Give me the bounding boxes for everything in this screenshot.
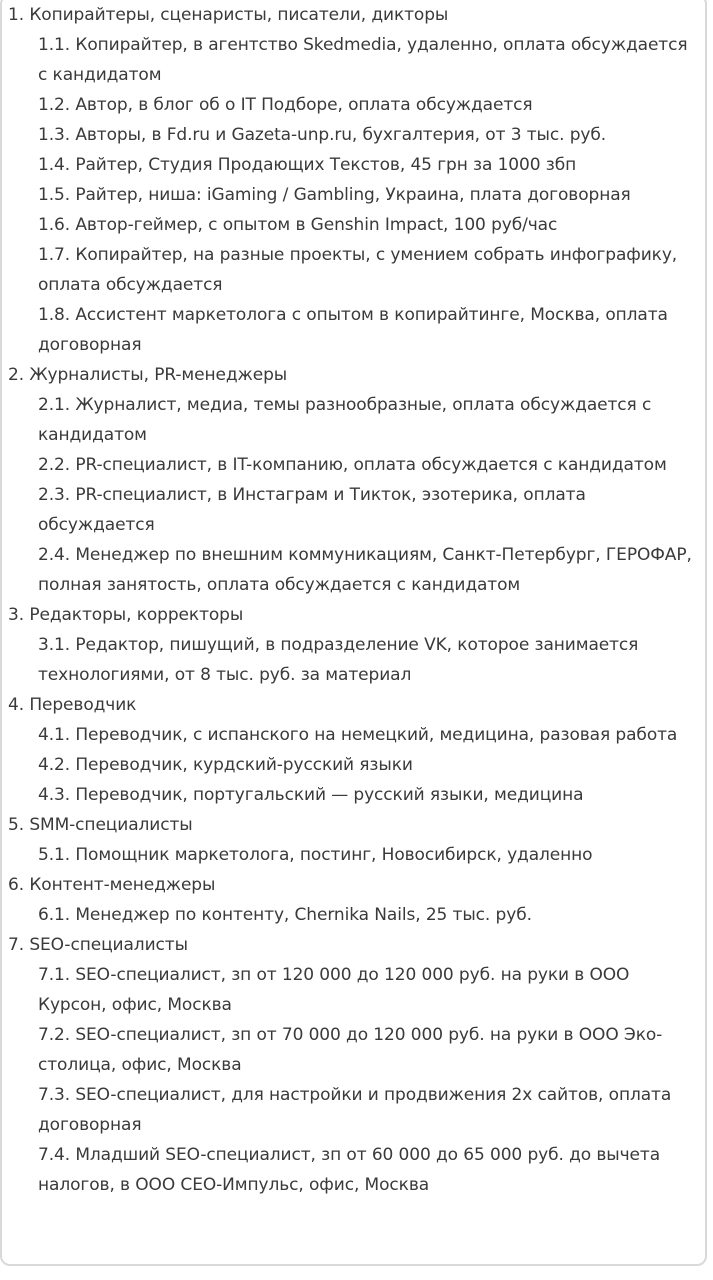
list-item[interactable]: 6.1. Менеджер по контенту, Chernika Nails, 25 тыс. руб. — [38, 905, 532, 925]
section-seo — [8, 930, 698, 1200]
list-item[interactable]: 1.8. Ассистент маркетолога с опытом в копирайтинге, Москва, оплата договорная — [38, 305, 668, 355]
section-title[interactable]: 3. Редакторы, корректоры — [8, 605, 244, 625]
section-translators — [8, 690, 698, 810]
section-title[interactable]: 7. SEO-специалисты — [8, 935, 188, 955]
section-journalists — [8, 360, 698, 600]
section-title[interactable]: 6. Контент-менеджеры — [8, 875, 216, 895]
list-item[interactable]: 4.1. Переводчик, с испанского на немецкий, медицина, разовая работа — [38, 725, 678, 745]
list-item[interactable]: 1.3. Авторы, в Fd.ru и Gazeta-unp.ru, бухгалтерия, от 3 тыс. руб. — [38, 125, 607, 145]
section-title[interactable]: 1. Копирайтеры, сценаристы, писатели, дикторы — [8, 5, 449, 25]
list-item[interactable]: 2.1. Журналист, медиа, темы разнообразные, оплата обсуждается с кандидатом — [38, 395, 652, 445]
list-item[interactable]: 4.3. Переводчик, португальский — русский языки, медицина — [38, 785, 584, 805]
list-item[interactable]: 1.2. Автор, в блог об о IT Подборе, оплата обсуждается — [38, 95, 533, 115]
section-title[interactable]: 4. Переводчик — [8, 695, 137, 715]
list-item[interactable]: 1.6. Автор-геймер, с опытом в Genshin Impact, 100 руб/час — [38, 215, 558, 235]
list-item[interactable]: 7.2. SEO-специалист, зп от 70 000 до 120 000 руб. на руки в ООО Эко-столица, офис, Москва — [38, 1025, 663, 1075]
list-item[interactable]: 1.7. Копирайтер, на разные проекты, с умением собрать инфографику, оплата обсуждается — [38, 245, 678, 295]
list-item[interactable]: 7.3. SEO-специалист, для настройки и продвижения 2х сайтов, оплата договорная — [38, 1085, 672, 1135]
list-item[interactable]: 5.1. Помощник маркетолога, постинг, Новосибирск, удаленно — [38, 845, 593, 865]
list-item[interactable]: 1.1. Копирайтер, в агентство Skedmedia, удаленно, оплата обсуждается с кандидатом — [38, 35, 688, 85]
list-item[interactable]: 4.2. Переводчик, курдский-русский языки — [38, 755, 413, 775]
list-item[interactable]: 7.4. Младший SEO-специалист, зп от 60 000 до 65 000 руб. до вычета налогов, в ООО СЕО-Импульс, офис, Москва — [38, 1145, 661, 1195]
list-item[interactable]: 7.1. SEO-специалист, зп от 120 000 до 120 000 руб. на руки в ООО Курсон, офис, Москва — [38, 965, 630, 1015]
list-item[interactable]: 1.5. Райтер, ниша: iGaming / Gambling, Украина, плата договорная — [38, 185, 631, 205]
list-item[interactable]: 2.4. Менеджер по внешним коммуникациям, Санкт-Петербург, ГЕРОФАР, полная занятость, оплата обсуждается с кандидатом — [38, 545, 692, 595]
section-copywriters — [8, 0, 698, 360]
list-item[interactable]: 3.1. Редактор, пишущий, в подразделение VK, которое занимается технологиями, от 8 тыс. руб. за материал — [38, 635, 639, 685]
section-editors — [8, 600, 698, 690]
vacancy-table-of-contents — [8, 0, 698, 1200]
list-item[interactable]: 2.2. PR-специалист, в IT-компанию, оплата обсуждается с кандидатом — [38, 455, 667, 475]
list-item[interactable]: 2.3. PR-специалист, в Инстаграм и Тикток, эзотерика, оплата обсуждается — [38, 485, 586, 535]
section-title[interactable]: 5. SMM-специалисты — [8, 815, 193, 835]
section-content-managers — [8, 870, 698, 930]
section-title[interactable]: 2. Журналисты, PR-менеджеры — [8, 365, 288, 385]
list-item[interactable]: 1.4. Райтер, Студия Продающих Текстов, 45 грн за 1000 збп — [38, 155, 577, 175]
section-smm — [8, 810, 698, 870]
